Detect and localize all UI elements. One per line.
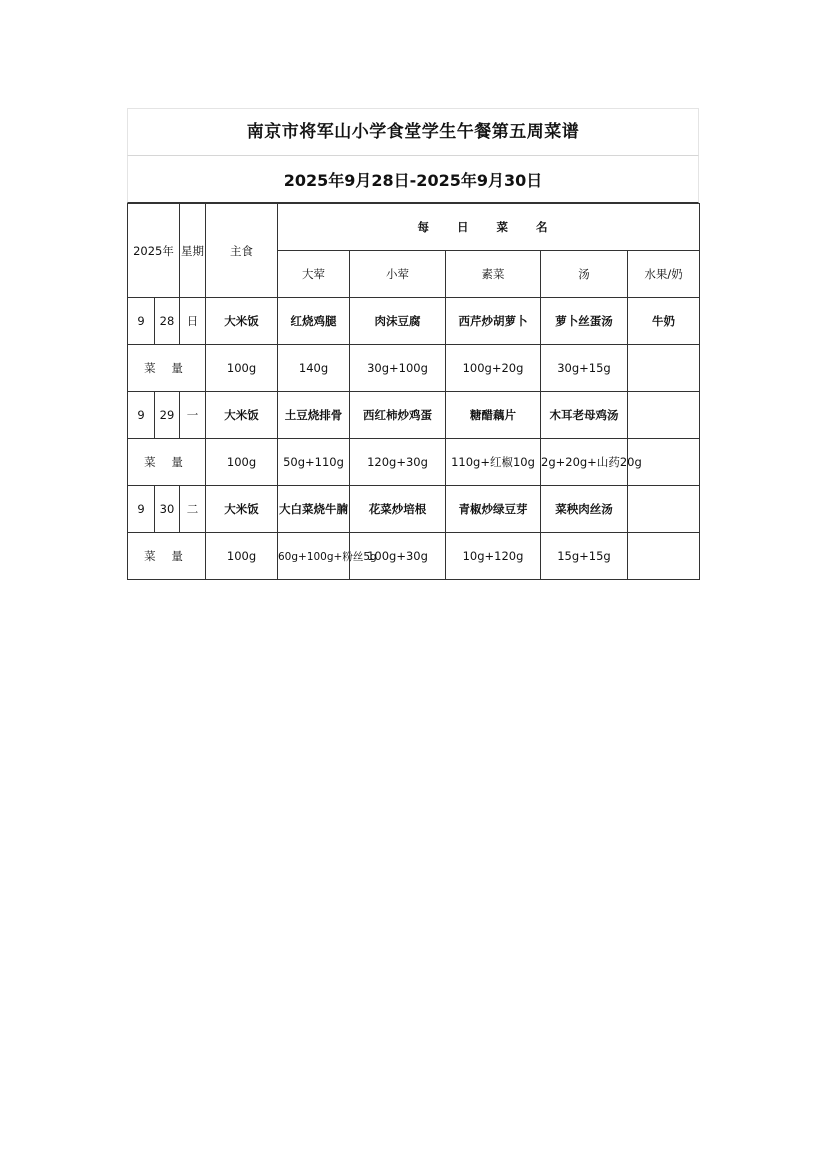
page-title: 南京市将军山小学食堂学生午餐第五周菜谱 (127, 108, 699, 156)
day-cell: 30 (155, 486, 180, 533)
year-header: 2025年 (128, 204, 180, 298)
fruit-milk-cell: 牛奶 (628, 298, 700, 345)
vegetable-qty: 100g+20g (446, 345, 541, 392)
vegetable-header: 素菜 (446, 251, 541, 298)
small-meat-cell: 西红柿炒鸡蛋 (350, 392, 446, 439)
staple-qty: 100g (206, 439, 278, 486)
weekday-cell: 一 (180, 392, 206, 439)
menu-table (127, 203, 700, 580)
big-meat-qty: 140g (278, 345, 350, 392)
small-meat-cell: 花菜炒培根 (350, 486, 446, 533)
soup-cell: 萝卜丝蛋汤 (541, 298, 628, 345)
vegetable-qty: 10g+120g (446, 533, 541, 580)
month-cell: 9 (128, 392, 155, 439)
soup-qty: 15g+15g (541, 533, 628, 580)
fruit-milk-cell (628, 392, 700, 439)
quantity-row (128, 345, 700, 392)
dish-row (128, 298, 700, 345)
quantity-label: 菜 量 (128, 439, 206, 486)
staple-cell: 大米饭 (206, 298, 278, 345)
month-cell: 9 (128, 298, 155, 345)
soup-cell: 木耳老母鸡汤 (541, 392, 628, 439)
quantity-row (128, 439, 700, 486)
staple-cell: 大米饭 (206, 392, 278, 439)
day-cell: 29 (155, 392, 180, 439)
small-meat-cell: 肉沫豆腐 (350, 298, 446, 345)
quantity-label: 菜 量 (128, 533, 206, 580)
small-meat-header: 小荤 (350, 251, 446, 298)
header-row-1 (128, 204, 700, 251)
soup-header: 汤 (541, 251, 628, 298)
dish-row (128, 392, 700, 439)
staple-header: 主食 (206, 204, 278, 298)
small-meat-qty: 30g+100g (350, 345, 446, 392)
soup-qty: 30g+15g (541, 345, 628, 392)
big-meat-qty: 60g+100g+粉丝5g (278, 533, 350, 580)
small-meat-qty: 100g+30g (350, 533, 446, 580)
vegetable-qty: 110g+红椒10g (446, 439, 541, 486)
big-meat-cell: 大白菜烧牛腩 (278, 486, 350, 533)
daily-dishes-header: 每 日 菜 名 (278, 204, 700, 251)
weekday-cell: 日 (180, 298, 206, 345)
weekday-cell: 二 (180, 486, 206, 533)
day-cell: 28 (155, 298, 180, 345)
dish-row (128, 486, 700, 533)
weekday-header: 星期 (180, 204, 206, 298)
big-meat-qty: 50g+110g (278, 439, 350, 486)
fruit-milk-qty (628, 533, 700, 580)
fruit-milk-cell (628, 486, 700, 533)
small-meat-qty: 120g+30g (350, 439, 446, 486)
quantity-label: 菜 量 (128, 345, 206, 392)
soup-cell: 菜秧肉丝汤 (541, 486, 628, 533)
staple-qty: 100g (206, 345, 278, 392)
fruit-milk-header: 水果/奶 (628, 251, 700, 298)
big-meat-cell: 红烧鸡腿 (278, 298, 350, 345)
quantity-row (128, 533, 700, 580)
month-cell: 9 (128, 486, 155, 533)
staple-cell: 大米饭 (206, 486, 278, 533)
vegetable-cell: 糖醋藕片 (446, 392, 541, 439)
staple-qty: 100g (206, 533, 278, 580)
soup-qty: 2g+20g+山药20g (541, 439, 628, 486)
big-meat-header: 大荤 (278, 251, 350, 298)
big-meat-cell: 土豆烧排骨 (278, 392, 350, 439)
date-range: 2025年9月28日-2025年9月30日 (127, 156, 699, 203)
vegetable-cell: 西芹炒胡萝卜 (446, 298, 541, 345)
vegetable-cell: 青椒炒绿豆芽 (446, 486, 541, 533)
fruit-milk-qty (628, 345, 700, 392)
menu-sheet (127, 108, 699, 580)
